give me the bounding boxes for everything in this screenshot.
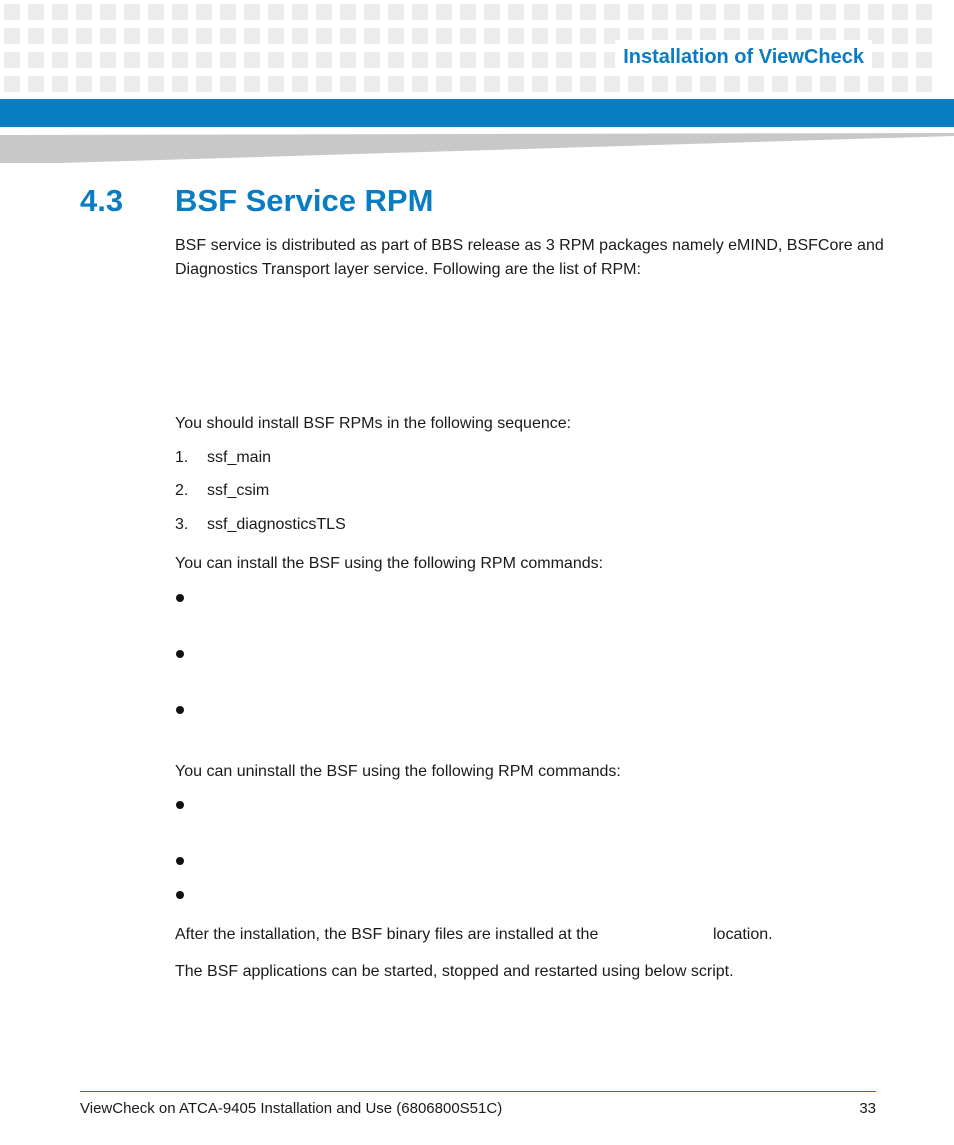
footer-rule bbox=[80, 1091, 876, 1092]
bullet-icon bbox=[176, 706, 184, 714]
header-dot bbox=[52, 52, 68, 68]
header-dot bbox=[268, 52, 284, 68]
header-dot bbox=[316, 76, 332, 92]
header-dot bbox=[316, 28, 332, 44]
header-dot bbox=[412, 4, 428, 20]
header-dot bbox=[148, 76, 164, 92]
header-dot bbox=[196, 76, 212, 92]
header-blue-band bbox=[0, 99, 954, 127]
header-dot bbox=[724, 4, 740, 20]
header-dot bbox=[556, 52, 572, 68]
header-dot bbox=[220, 28, 236, 44]
header-dot bbox=[76, 76, 92, 92]
header-dot bbox=[844, 4, 860, 20]
header-dot bbox=[700, 4, 716, 20]
header-dot bbox=[844, 76, 860, 92]
header-dot bbox=[52, 76, 68, 92]
header-dot bbox=[460, 52, 476, 68]
header-dot bbox=[292, 52, 308, 68]
header-dot bbox=[460, 76, 476, 92]
header-dot bbox=[196, 52, 212, 68]
header-dot bbox=[388, 28, 404, 44]
header-dot bbox=[172, 28, 188, 44]
bullet-icon bbox=[176, 650, 184, 658]
header-dot bbox=[148, 28, 164, 44]
header-dot bbox=[28, 76, 44, 92]
header-dot bbox=[748, 4, 764, 20]
install-commands-intro: You can install the BSF using the following RPM commands: bbox=[175, 555, 604, 572]
list-item bbox=[175, 514, 346, 536]
list-item-text: ssf_diagnosticsTLS bbox=[207, 516, 346, 533]
header-dot bbox=[100, 76, 116, 92]
header-dot bbox=[604, 76, 620, 92]
header-dot bbox=[724, 76, 740, 92]
header-dot bbox=[4, 52, 20, 68]
header-dot bbox=[316, 4, 332, 20]
bullet-icon bbox=[176, 801, 184, 809]
header-dot bbox=[628, 76, 644, 92]
intro-paragraph-line-1: BSF service is distributed as part of BBS release as 3 RPM packages namely eMIND, BSFCore and bbox=[175, 237, 884, 254]
header-dot bbox=[388, 52, 404, 68]
intro-paragraph-line-2: Diagnostics Transport layer service. Following are the list of RPM: bbox=[175, 261, 641, 278]
header-gray-wedge bbox=[0, 127, 954, 163]
header-dot bbox=[796, 4, 812, 20]
header-dot bbox=[100, 52, 116, 68]
header-dot bbox=[28, 52, 44, 68]
header-dot bbox=[172, 52, 188, 68]
header-dot bbox=[652, 4, 668, 20]
header-dot bbox=[172, 4, 188, 20]
header-dot bbox=[196, 4, 212, 20]
header-dot bbox=[172, 76, 188, 92]
running-header-title: Installation of ViewCheck bbox=[615, 40, 872, 74]
header-dot bbox=[460, 28, 476, 44]
header-dot bbox=[292, 28, 308, 44]
header-dot bbox=[100, 4, 116, 20]
header-dot bbox=[292, 4, 308, 20]
bullet-icon bbox=[176, 891, 184, 899]
list-item-text: ssf_main bbox=[207, 449, 272, 466]
header-dot bbox=[268, 28, 284, 44]
section-heading bbox=[80, 178, 433, 224]
header-dot bbox=[340, 28, 356, 44]
header-dot bbox=[76, 4, 92, 20]
header-dot bbox=[220, 52, 236, 68]
header-dot bbox=[772, 4, 788, 20]
header-dot bbox=[220, 4, 236, 20]
header-dot bbox=[388, 76, 404, 92]
header-dot bbox=[892, 52, 908, 68]
header-dot bbox=[580, 28, 596, 44]
header-dot bbox=[268, 4, 284, 20]
header-dot bbox=[892, 28, 908, 44]
header-dot bbox=[652, 76, 668, 92]
header-dot bbox=[196, 28, 212, 44]
header-dot bbox=[340, 52, 356, 68]
header-dot bbox=[316, 52, 332, 68]
header-dot bbox=[916, 76, 932, 92]
header-dot bbox=[484, 76, 500, 92]
header-dot bbox=[580, 76, 596, 92]
after-install-text-start: After the installation, the BSF binary files are installed at the bbox=[175, 926, 599, 943]
header-dot bbox=[412, 28, 428, 44]
header-dot bbox=[412, 76, 428, 92]
header-dot bbox=[4, 4, 20, 20]
list-item-text: ssf_csim bbox=[207, 482, 270, 499]
header-dot bbox=[436, 4, 452, 20]
header-dot bbox=[28, 28, 44, 44]
header-dot bbox=[484, 52, 500, 68]
header-dot bbox=[796, 76, 812, 92]
header-dot bbox=[508, 4, 524, 20]
header-dot bbox=[508, 52, 524, 68]
header-dot bbox=[124, 52, 140, 68]
header-dot bbox=[220, 76, 236, 92]
header-dot bbox=[4, 28, 20, 44]
header-dot bbox=[916, 4, 932, 20]
list-item-number: 3. bbox=[175, 516, 189, 533]
header-dot bbox=[868, 4, 884, 20]
bullet-icon bbox=[176, 594, 184, 602]
header-dot bbox=[676, 4, 692, 20]
header-dot bbox=[868, 76, 884, 92]
header-dot bbox=[436, 28, 452, 44]
header-dot bbox=[292, 76, 308, 92]
header-dot bbox=[916, 28, 932, 44]
list-item-number: 1. bbox=[175, 449, 189, 466]
header-dot bbox=[436, 76, 452, 92]
header-dot bbox=[532, 76, 548, 92]
header-dot bbox=[556, 28, 572, 44]
header-dot bbox=[436, 52, 452, 68]
header-dot bbox=[748, 76, 764, 92]
header-dot bbox=[412, 52, 428, 68]
header-dot bbox=[460, 4, 476, 20]
header-dot bbox=[52, 28, 68, 44]
header-dot bbox=[604, 4, 620, 20]
header-dot bbox=[340, 76, 356, 92]
list-item-number: 2. bbox=[175, 482, 189, 499]
header-dot bbox=[244, 28, 260, 44]
header-dot bbox=[268, 76, 284, 92]
header-dot bbox=[508, 28, 524, 44]
header-dot bbox=[820, 76, 836, 92]
header-dot bbox=[532, 52, 548, 68]
header-dot bbox=[388, 4, 404, 20]
header-dot bbox=[628, 4, 644, 20]
list-item bbox=[175, 480, 269, 502]
header-dot bbox=[364, 4, 380, 20]
footer-page-number: 33 bbox=[859, 1100, 876, 1117]
header-dot bbox=[100, 28, 116, 44]
header-dot bbox=[580, 4, 596, 20]
header-dot bbox=[532, 4, 548, 20]
header-dot bbox=[556, 4, 572, 20]
script-paragraph: The BSF applications can be started, stopped and restarted using below script. bbox=[175, 963, 734, 980]
header-dot bbox=[892, 76, 908, 92]
header-dot bbox=[556, 76, 572, 92]
header-dot bbox=[484, 4, 500, 20]
header-dot bbox=[580, 52, 596, 68]
bullet-icon bbox=[176, 857, 184, 865]
header-dot bbox=[892, 4, 908, 20]
header-dot bbox=[820, 4, 836, 20]
header-dot bbox=[340, 4, 356, 20]
after-install-text-end: location. bbox=[713, 926, 773, 943]
header-dot bbox=[124, 28, 140, 44]
header-dot bbox=[484, 28, 500, 44]
header-dot bbox=[676, 76, 692, 92]
header-dot bbox=[700, 76, 716, 92]
header-dot bbox=[76, 52, 92, 68]
header-dot bbox=[244, 52, 260, 68]
header-dot bbox=[364, 52, 380, 68]
header-dot bbox=[364, 76, 380, 92]
header-dot bbox=[532, 28, 548, 44]
header-dot bbox=[916, 52, 932, 68]
header-dot bbox=[28, 4, 44, 20]
header-dot bbox=[244, 4, 260, 20]
list-item bbox=[175, 447, 271, 469]
header-dot bbox=[772, 76, 788, 92]
header-dot bbox=[508, 76, 524, 92]
header-dot bbox=[148, 52, 164, 68]
header-dot bbox=[124, 4, 140, 20]
uninstall-commands-intro: You can uninstall the BSF using the following RPM commands: bbox=[175, 763, 621, 780]
header-dot bbox=[244, 76, 260, 92]
section-number: 4.3 bbox=[80, 183, 124, 218]
sequence-intro: You should install BSF RPMs in the following sequence: bbox=[175, 415, 572, 432]
header-dot bbox=[148, 4, 164, 20]
header-dot bbox=[124, 76, 140, 92]
header-dot bbox=[76, 28, 92, 44]
header-dot bbox=[52, 4, 68, 20]
footer-document-title: ViewCheck on ATCA-9405 Installation and Use (6806800S51C) bbox=[80, 1100, 503, 1117]
header-dot bbox=[364, 28, 380, 44]
header-dot bbox=[4, 76, 20, 92]
section-title: BSF Service RPM bbox=[175, 183, 434, 218]
